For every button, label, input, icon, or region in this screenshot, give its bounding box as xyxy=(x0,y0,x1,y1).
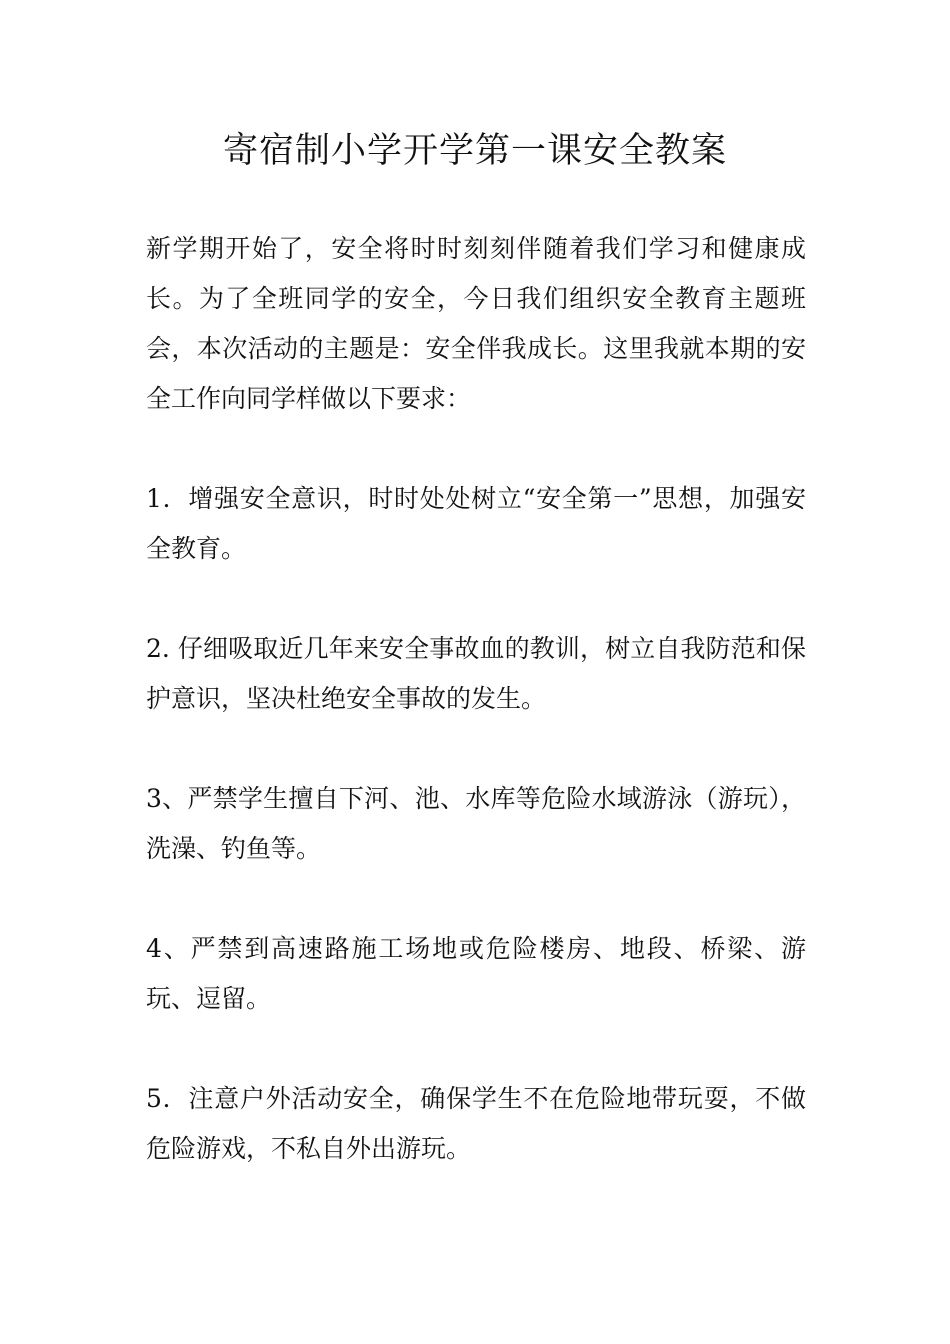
intro-paragraph: 新学期开始了，安全将时时刻刻伴随着我们学习和健康成长。为了全班同学的安全，今日我们组织安全教育主题班会，本次活动的主题是：安全伴我成长。这里我就本期的安全工作向同学样做以下要求： xyxy=(146,234,806,413)
requirement-1: 1．增强安全意识，时时处处树立“安全第一”思想，加强安全教育。 xyxy=(146,484,806,563)
requirement-3: 3、严禁学生擅自下河、池、水库等危险水域游泳（游玩），洗澡、钓鱼等。 xyxy=(146,784,806,863)
requirement-2: 2. 仔细吸取近几年来安全事故血的教训，树立自我防范和保护意识，坚决杜绝安全事故的发生。 xyxy=(146,634,806,713)
requirement-4: 4、严禁到高速路施工场地或危险楼房、地段、桥梁、游玩、逗留。 xyxy=(146,934,806,1013)
document-title: 寄宿制小学开学第一课安全教案 xyxy=(222,131,727,171)
requirement-5: 5．注意户外活动安全，确保学生不在危险地带玩耍，不做危险游戏，不私自外出游玩。 xyxy=(146,1084,806,1163)
